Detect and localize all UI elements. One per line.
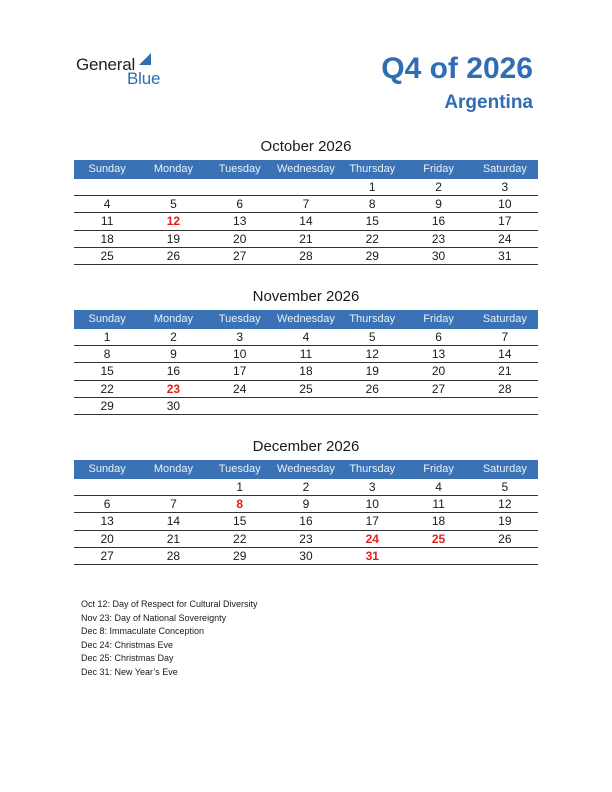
day-cell: 15: [365, 214, 379, 229]
day-cell: 17: [498, 214, 512, 229]
week-row: [74, 346, 538, 363]
day-cell: 14: [166, 514, 181, 529]
day-cell: 31: [365, 548, 379, 563]
day-cell: 25: [299, 381, 313, 396]
day-cell: 17: [233, 364, 247, 379]
weekday-label: Thursday: [349, 463, 396, 475]
week-row: [74, 196, 538, 213]
week-row: [74, 531, 538, 548]
day-cell: 18: [431, 514, 446, 529]
week-row: [74, 398, 538, 415]
weekday-header: [74, 460, 538, 479]
day-cell: [207, 179, 273, 195]
day-cell: [472, 398, 538, 414]
day-cell: 14: [299, 214, 313, 229]
week-row: [74, 363, 538, 380]
day-cell: 8: [368, 197, 376, 212]
day-cell: [74, 479, 140, 495]
day-cell: 18: [299, 364, 313, 379]
day-cell: 1: [236, 480, 244, 494]
weekday-label: Wednesday: [277, 463, 335, 475]
day-cell: 28: [498, 381, 512, 396]
day-cell: 1: [103, 330, 111, 344]
holiday-note: Dec 31: New Year’s Eve: [81, 666, 178, 677]
day-cell: 12: [365, 347, 379, 362]
day-cell: 16: [299, 514, 313, 529]
logo-blue-text: Blue: [127, 69, 161, 88]
holiday-note: Oct 12: Day of Respect for Cultural Diversity: [81, 599, 258, 609]
day-cell: 27: [100, 548, 114, 563]
day-cell: 30: [299, 548, 313, 563]
day-cell: 13: [233, 214, 247, 229]
weekday-label: Friday: [423, 313, 454, 325]
month-calendar: [74, 288, 538, 415]
day-cell: 4: [103, 197, 111, 212]
week-row: [74, 213, 538, 230]
day-cell: 3: [501, 180, 509, 194]
day-cell: 29: [233, 548, 247, 563]
weekday-label: Sunday: [88, 163, 126, 175]
day-cell: 21: [166, 531, 181, 546]
day-cell: 7: [170, 497, 177, 512]
day-cell: 8: [103, 347, 111, 362]
day-cell: 13: [100, 514, 114, 529]
week-row: [74, 179, 538, 196]
day-cell: 4: [302, 330, 310, 344]
day-cell: 28: [166, 548, 181, 563]
day-cell: 14: [498, 347, 512, 362]
day-cell: 28: [299, 248, 313, 263]
weekday-label: Friday: [423, 163, 454, 175]
day-cell: 20: [431, 364, 446, 379]
day-cell: 20: [233, 231, 247, 246]
day-cell: 8: [236, 497, 244, 512]
weekday-label: Monday: [153, 313, 193, 325]
day-cell: 12: [166, 214, 181, 229]
day-cell: 9: [170, 347, 177, 362]
day-cell: 10: [365, 497, 379, 512]
day-cell: 24: [233, 381, 247, 396]
day-cell: 24: [498, 231, 512, 246]
day-cell: 29: [365, 248, 379, 263]
day-cell: 5: [368, 330, 376, 344]
day-cell: [405, 548, 471, 564]
day-cell: [405, 398, 471, 414]
day-cell: 22: [365, 231, 379, 246]
day-cell: 17: [365, 514, 379, 529]
day-cell: 9: [302, 497, 310, 512]
month-title: December 2026: [252, 438, 360, 455]
week-row: [74, 496, 538, 513]
holiday-list: [81, 598, 258, 679]
weekday-label: Monday: [153, 463, 193, 475]
day-cell: 6: [435, 330, 442, 344]
day-cell: 21: [498, 364, 512, 379]
weekday-label: Tuesday: [218, 313, 261, 325]
weekday-header: [74, 160, 538, 179]
day-cell: 16: [431, 214, 446, 229]
day-cell: 3: [368, 480, 376, 494]
day-cell: 21: [299, 231, 313, 246]
weekday-label: Tuesday: [218, 463, 261, 475]
day-cell: 5: [170, 197, 177, 212]
day-cell: 23: [431, 231, 446, 246]
weekday-label: Thursday: [349, 313, 396, 325]
day-cell: [339, 398, 405, 414]
holiday-note: Dec 8: Immaculate Conception: [81, 626, 205, 636]
day-cell: 11: [299, 347, 313, 362]
day-cell: 25: [431, 531, 446, 546]
weekday-label: Wednesday: [277, 163, 335, 175]
holiday-note: Dec 24: Christmas Eve: [81, 639, 174, 650]
holiday-note: Nov 23: Day of National Sovereignty: [81, 612, 227, 623]
day-cell: 7: [302, 197, 310, 212]
holiday-note: Dec 25: Christmas Day: [81, 653, 174, 663]
day-cell: 29: [100, 398, 114, 413]
day-cell: 27: [431, 381, 446, 396]
week-row: [74, 231, 538, 248]
logo-general-text: General: [76, 55, 136, 74]
weekday-label: Monday: [153, 163, 193, 175]
weekday-label: Saturday: [482, 313, 527, 325]
day-cell: 2: [435, 180, 442, 194]
country-name: Argentina: [444, 92, 533, 113]
day-cell: [273, 179, 339, 195]
week-row: [74, 513, 538, 530]
weekday-label: Saturday: [482, 463, 527, 475]
day-cell: 12: [498, 497, 512, 512]
quarter-title: Q4 of 2026: [381, 52, 533, 85]
day-cell: [140, 179, 206, 195]
day-cell: 4: [435, 480, 442, 494]
day-cell: 6: [236, 197, 244, 212]
day-cell: 23: [166, 381, 181, 396]
day-cell: 26: [498, 531, 512, 546]
weekday-label: Thursday: [349, 163, 396, 175]
day-cell: 3: [236, 330, 244, 344]
week-row: [74, 479, 538, 496]
day-cell: [472, 548, 538, 564]
day-cell: [140, 479, 206, 495]
day-cell: 18: [100, 231, 114, 246]
day-cell: 24: [365, 531, 379, 546]
generalblue-logo: [76, 53, 186, 89]
weekday-label: Tuesday: [218, 163, 261, 175]
day-cell: 15: [233, 514, 247, 529]
weekday-label: Sunday: [88, 463, 126, 475]
day-cell: 2: [170, 330, 177, 344]
day-cell: 1: [368, 180, 376, 194]
weekday-label: Friday: [423, 463, 454, 475]
weekday-label: Saturday: [482, 163, 527, 175]
week-row: [74, 548, 538, 565]
day-cell: 6: [103, 497, 111, 512]
day-cell: [207, 398, 273, 414]
day-cell: 19: [365, 364, 379, 379]
day-cell: 15: [100, 364, 114, 379]
day-cell: 22: [233, 531, 247, 546]
day-cell: 10: [498, 197, 512, 212]
weekday-label: Sunday: [88, 313, 126, 325]
day-cell: 13: [431, 347, 446, 362]
week-row: [74, 381, 538, 398]
day-cell: 11: [100, 214, 114, 229]
day-cell: 27: [233, 248, 247, 263]
month-title: November 2026: [252, 288, 360, 305]
weekday-header: [74, 310, 538, 329]
day-cell: 26: [166, 248, 181, 263]
day-cell: [74, 179, 140, 195]
day-cell: 25: [100, 248, 114, 263]
day-cell: 10: [233, 347, 247, 362]
day-cell: 7: [501, 330, 509, 344]
day-cell: 31: [498, 248, 512, 263]
day-cell: [273, 398, 339, 414]
day-cell: 30: [431, 248, 446, 263]
day-cell: 30: [166, 398, 181, 413]
weekday-label: Wednesday: [277, 313, 335, 325]
day-cell: 11: [432, 497, 445, 512]
day-cell: 5: [501, 480, 509, 494]
logo-triangle-icon: [139, 53, 151, 65]
month-calendar: [74, 138, 538, 265]
month-calendar: [74, 438, 538, 565]
day-cell: 19: [166, 231, 181, 246]
month-title: October 2026: [260, 138, 352, 155]
day-cell: 19: [498, 514, 512, 529]
day-cell: 16: [166, 364, 181, 379]
week-row: [74, 248, 538, 265]
day-cell: 22: [100, 381, 114, 396]
day-cell: 23: [299, 531, 313, 546]
day-cell: 20: [100, 531, 114, 546]
day-cell: 2: [302, 480, 310, 494]
week-row: [74, 329, 538, 346]
day-cell: 26: [365, 381, 379, 396]
day-cell: 9: [435, 197, 442, 212]
